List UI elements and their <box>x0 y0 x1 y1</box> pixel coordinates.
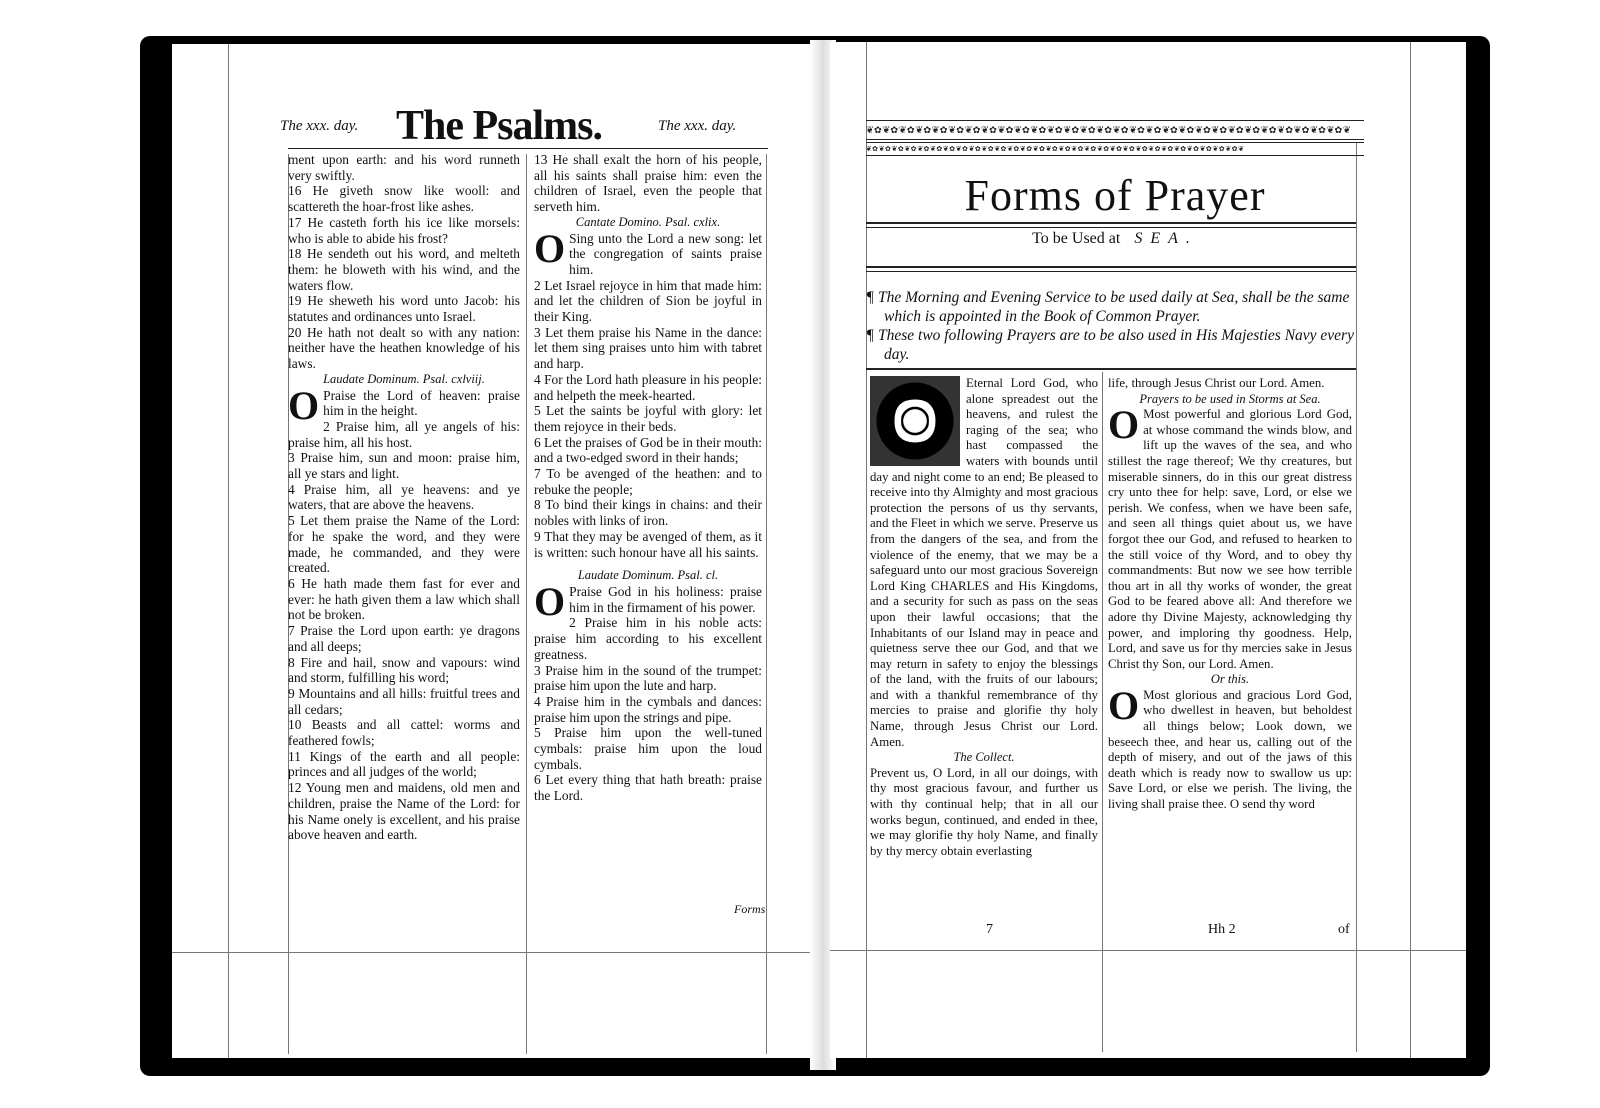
bottom-rule <box>830 950 1466 951</box>
ornament-band: ❦✿❦✿❦✿❦✿❦✿❦✿❦✿❦✿❦✿❦✿❦✿❦✿❦✿❦✿❦✿❦✿❦✿❦✿❦✿❦✿❦✿❦✿❦✿❦✿❦✿❦✿❦✿❦✿❦✿❦ <box>866 142 1364 156</box>
verse: 5 Let the saints be joyful with glory: let them rejoyce in their beds. <box>534 403 762 434</box>
psalm-heading: Laudate Dominum. Psal. cl. <box>577 568 719 583</box>
verse <box>534 578 762 624</box>
verse: 7 To be avenged of the heathen: and to rebuke the people; <box>534 466 762 497</box>
column-rule <box>766 154 767 1054</box>
page-number: 7 <box>986 922 993 937</box>
page-title: The Psalms. <box>395 103 602 149</box>
bottom-rule <box>172 952 826 953</box>
rubric <box>866 288 1356 364</box>
drop-cap: O <box>1108 402 1140 448</box>
verse: 6 Let the praises of God be in their mouth: and a two-edged sword in their hands; <box>534 434 762 466</box>
verse-text: Praise God in his holiness: praise him in the firmament of his power. <box>569 583 762 615</box>
collect-text: Prevent us, O Lord, in all our doings, with thy most gracious favour, and further us with thy continual help; that in all our works begun, continued, and ended in thee, we may glorifie thy holy Name, and finally by thy mercy obtain everlasting <box>870 765 1098 858</box>
verse: 2 Praise him, all ye angels of his: praise him, all his host. <box>288 418 520 450</box>
verse: 19 He sheweth his word unto Jacob: his statutes and ordinances unto Israel. <box>288 293 520 325</box>
psalms-column-1 <box>288 152 520 843</box>
verse: 13 He shall exalt the horn of his people, all his saints shall praise him: even the children of Israel, even the people that serveth him. <box>534 152 762 215</box>
verse: 3 Praise him, sun and moon: praise him, all ye stars and light. <box>288 450 520 482</box>
or-this-heading: Or this. <box>1210 672 1250 687</box>
catchword: Forms <box>734 902 766 916</box>
verse: 5 Praise him upon the well-tuned cymbals: praise him upon the loud cymbals. <box>534 725 762 772</box>
verse: 9 Mountains and all hills: fruitful trees and all cedars; <box>288 685 520 717</box>
ornament-band: ❦✿❦✿❦✿❦✿❦✿❦✿❦✿❦✿❦✿❦✿❦✿❦✿❦✿❦✿❦✿❦✿❦✿❦✿❦✿❦✿❦✿❦✿❦✿❦✿❦✿❦✿❦✿❦✿❦✿❦ <box>866 120 1364 140</box>
right-page <box>830 42 1466 1058</box>
collect-heading: The Collect. <box>953 750 1015 765</box>
margin-rule <box>1410 42 1411 1058</box>
verse: 6 He hath made them fast for ever and ever: he hath given them a law which shall not be broken. <box>288 575 520 623</box>
running-head-day-right: The xxx. day. <box>658 118 737 134</box>
storm-prayer-text-2: O Most glorious and gracious Lord God, who dwellest in heaven, but beholdest all things below; Look down, we beseech thee, and hear us, calling out of the depth of misery, and out of the jaws of this death which is ready now to swallow us up: Save Lord, or else we perish. The living, the living shall praise thee. O send thy word <box>1108 682 1352 812</box>
verse: 12 Young men and maidens, old men and children, praise the Name of the Lord: for his Name onely is excellent, and his praise above heaven and earth. <box>288 780 520 843</box>
verse: 10 Beasts and all cattel: worms and feathered fowls; <box>288 717 520 749</box>
psalms-column-2 <box>534 152 762 804</box>
prayer-text: Eternal Lord God, who alone spreadest out the heavens, and rulest the raging of the sea; who hast compassed the waters with bounds until day and night come to an end; Be pleased to receive into thy Almighty and most gracious protection the persons of us thy servants, and the Fleet in which we serve. Preserve us from the dangers of the sea, and from the violence of the enemy, that we may be a safeguard unto our most gracious Sovereign Lord King CHARLES and His Kingdoms, and a security for such as pass on the seas upon their lawful occasions; that the Inhabitants of our Island may in peace and quietness serve thee our God, and that we may return in safety to enjoy the blessings of the land, with the fruits of our labours; and with a thankful remembrance of thy mercies to praise and glorifie thy holy Name, through Jesus Christ our Lord. Amen. <box>870 376 1098 749</box>
verse: 6 Let every thing that hath breath: praise the Lord. <box>534 772 762 804</box>
psalm-heading: Laudate Dominum. Psal. cxlviij. <box>323 371 485 386</box>
verse: 18 He sendeth out his word, and melteth them: he bloweth with his wind, and the waters flow. <box>288 246 520 293</box>
left-page <box>172 44 826 1058</box>
verse: ment upon earth: and his word runneth very swiftly. <box>288 152 520 183</box>
drop-cap: O <box>288 382 320 428</box>
verse: 9 That they may be avenged of them, as it is written: such honour have all his saints. <box>534 528 762 560</box>
signature-mark: Hh 2 <box>1208 922 1236 937</box>
verse <box>534 225 762 278</box>
verse: 17 He casteth forth his ice like morsels: who is able to abide his frost? <box>288 214 520 246</box>
verse-text: Praise the Lord of heaven: praise him in the height. <box>323 387 520 419</box>
rubric-line-2: ¶ These two following Prayers are to be also used in His Majesties Navy every day. <box>866 327 1354 363</box>
verse: 5 Let them praise the Name of the Lord: for he spake the word, and they were made, he commanded, and they were created. <box>288 513 520 576</box>
decorated-initial: O <box>870 376 960 466</box>
verse: 2 Praise him in his noble acts: praise him according to his excellent greatness. <box>534 615 762 662</box>
storm-prayer-text: O Most powerful and glorious Lord God, at whose command the winds blow, and lift up the waves of the sea, and who stillest the rage thereof; We thy creatures, but miserable sinners, do in this our great distress cry unto thee for help: save, Lord, or else we perish. We confess, when we have been safe, and seen all things quiet about us, we have forgot thee our God, and refused to hearken to the still voice of thy Word, and to obey thy commandments: But now we see how terrible thou art in all thy works of wonder, the great God to be feared above all: And therefore we adore thy Divine Majesty, acknowledging thy power, and imploring thy goodness. Help, Lord, and save us for thy mercies sake in Jesus Christ thy Son, our Lord. Amen. <box>1108 402 1352 671</box>
catchword: of <box>1338 922 1350 937</box>
verse: 3 Praise him in the sound of the trumpet: praise him upon the lute and harp. <box>534 662 762 694</box>
verse: 4 For the Lord hath pleasure in his people: and helpeth the meek-hearted. <box>534 371 762 403</box>
verse: 11 Kings of the earth and all people: princes and all judges of the world; <box>288 748 520 780</box>
verse: 7 Praise the Lord upon earth: ye dragons and all deeps; <box>288 623 520 654</box>
title-rule <box>866 222 1356 228</box>
verse: 4 Praise him in the cymbals and dances: praise him upon the strings and pipe. <box>534 693 762 725</box>
rubric-rule <box>866 368 1356 370</box>
verse: 16 He giveth snow like wooll: and scattereth the hoar-frost like ashes. <box>288 183 520 215</box>
verse: 4 Praise him, all ye heavens: and ye waters, that are above the heavens. <box>288 481 520 513</box>
prayer-title: Forms of Prayer <box>964 171 1266 220</box>
psalm-heading: Cantate Domino. Psal. cxlix. <box>575 214 721 229</box>
drop-cap: O <box>1108 682 1140 728</box>
drop-cap: O <box>534 578 566 624</box>
subtitle-sea: SEA. <box>1134 230 1198 247</box>
verse: 2 Let Israel rejoyce in him that made him: and let the children of Sion be joyful in their King. <box>534 277 762 325</box>
prayer-text: life, through Jesus Christ our Lord. Amen. <box>1108 376 1325 390</box>
verse: 8 To bind their kings in chains: and their nobles with links of iron. <box>534 497 762 529</box>
subtitle-text: To be Used at <box>1032 230 1121 247</box>
subtitle-rule <box>866 266 1356 272</box>
column-rule <box>526 154 527 1054</box>
prayer-column-1 <box>870 376 1098 859</box>
verse <box>288 382 520 428</box>
verse: 20 He hath not dealt so with any nation: neither have the heathen knowledge of his laws. <box>288 324 520 372</box>
margin-rule <box>228 44 229 1058</box>
column-rule <box>1356 142 1357 1052</box>
drop-cap: O <box>534 225 566 271</box>
verse: 3 Let them praise his Name in the dance: let them sing praises unto him with tabret and harp. <box>534 324 762 372</box>
running-head-day-left: The xxx. day. <box>280 118 359 134</box>
storm-prayer-heading: Prayers to be used in Storms at Sea. <box>1139 391 1321 406</box>
rubric-line-1: ¶ The Morning and Evening Service to be used daily at Sea, shall be the same which is appointed in the Book of Common Prayer. <box>866 289 1350 325</box>
prayer-subtitle <box>866 230 1364 248</box>
verse: 8 Fire and hail, snow and vapours: wind and storm, fulfilling his word; <box>288 654 520 686</box>
verse-text: Sing unto the Lord a new song: let the congregation of saints praise him. <box>569 230 762 277</box>
prayer-column-2 <box>1108 376 1352 813</box>
